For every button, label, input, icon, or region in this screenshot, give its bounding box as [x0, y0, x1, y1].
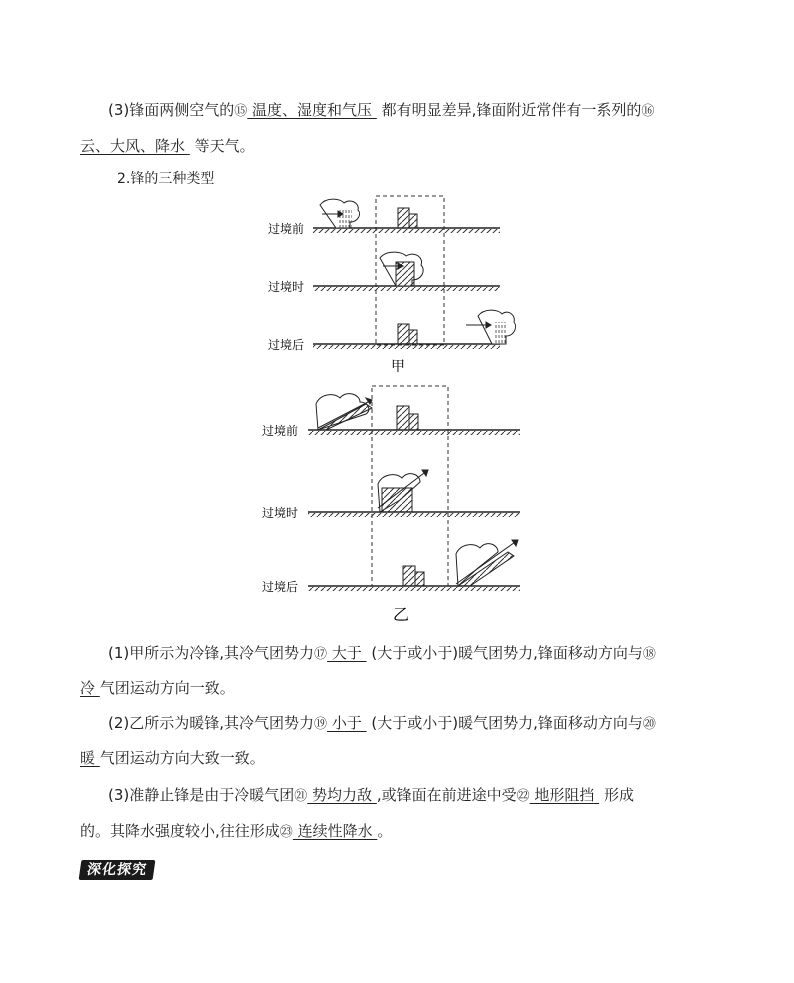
answer-23: 连续性降水: [292, 822, 378, 840]
para3-line2: 云、大风、降水 等天气。: [80, 137, 255, 155]
warm-front-cloud: [316, 394, 372, 430]
answer-21: 势均力敌: [307, 786, 377, 804]
yi-label-during: 过境时: [262, 506, 299, 520]
marker-22: ㉒: [516, 789, 530, 804]
marker-21: ㉑: [294, 789, 308, 804]
marker-23: ㉓: [279, 825, 293, 840]
ground-jia-3: [313, 344, 500, 349]
q2-line2: 暖 气团运动方向大致一致。: [80, 749, 265, 767]
warm-front-cloud: [378, 470, 428, 512]
jia-label-before: 过境前: [268, 222, 305, 236]
ground-yi-3: [308, 586, 520, 591]
answer-22: 地形阻挡: [529, 786, 600, 804]
q3-line1: (3)准静止锋是由于冷暖气团㉑ 势均力敌 ,或锋面在前进途中受㉒ 地形阻挡 形成: [108, 786, 634, 804]
answer-19: 小于: [327, 714, 367, 732]
marker-20: ⑳: [642, 717, 656, 732]
marker-19: ⑲: [314, 717, 328, 732]
marker-18: ⑱: [642, 647, 656, 662]
marker-16: ⑯: [641, 104, 655, 119]
ground-yi-2: [308, 512, 520, 517]
answer-20: 暖: [80, 749, 100, 767]
caption-yi: 乙: [393, 605, 410, 624]
answer-15: 温度、湿度和气压: [247, 101, 377, 119]
cold-front-cloud: [380, 252, 423, 286]
ground-jia-2: [313, 286, 500, 291]
caption-jia: 甲: [391, 359, 405, 375]
answer-16: 云、大风、降水: [80, 137, 190, 155]
yi-label-before: 过境前: [262, 424, 299, 438]
jia-label-after: 过境后: [268, 338, 305, 352]
jia-label-during: 过境时: [268, 280, 305, 294]
q1-line1: (1)甲所示为冷锋,其冷气团势力⑰ 大于 (大于或小于)暖气团势力,锋面移动方向与⑱: [108, 644, 656, 662]
ground-yi-1: [308, 430, 520, 435]
q3-line2: 的。其降水强度较小,往往形成㉓ 连续性降水 。: [80, 822, 393, 840]
q2-line1: (2)乙所示为暖锋,其冷气团势力⑲ 小于 (大于或小于)暖气团势力,锋面移动方向与⑳: [108, 714, 656, 732]
q1-line2: 冷 气团运动方向一致。: [80, 679, 235, 697]
warm-front-cloud: [456, 540, 518, 586]
yi-label-after: 过境后: [262, 580, 299, 594]
ground-jia-1: [313, 228, 500, 233]
section-badge: 深化探究: [79, 860, 156, 880]
cold-front-cloud: [320, 199, 360, 228]
marker-17: ⑰: [314, 647, 328, 662]
cold-front-cloud: [466, 310, 516, 344]
marker-15: ⑮: [234, 104, 248, 119]
answer-18: 冷: [80, 679, 100, 697]
answer-17: 大于: [327, 644, 367, 662]
para3-line1: (3)锋面两侧空气的⑮ 温度、湿度和气压 都有明显差异,锋面附近常伴有一系列的⑯: [108, 101, 655, 119]
section-heading: 2.锋的三种类型: [117, 171, 215, 187]
